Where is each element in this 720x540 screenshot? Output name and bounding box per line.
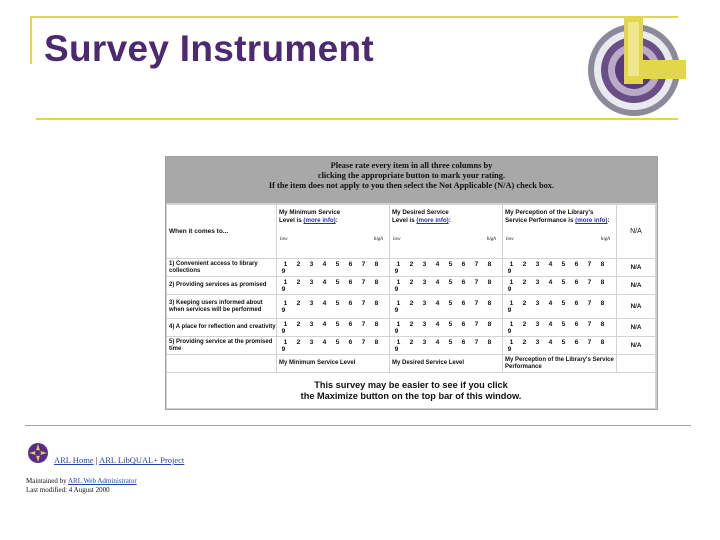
rating-option[interactable]: 6 — [574, 299, 579, 307]
slide-title: Survey Instrument — [44, 28, 374, 69]
rating-option[interactable]: 9 — [394, 285, 399, 293]
rating-option[interactable]: 4 — [548, 299, 553, 307]
link-separator: | — [95, 455, 98, 465]
rating-option[interactable]: 1 — [396, 260, 401, 268]
rating-option[interactable]: 5 — [561, 299, 566, 307]
rating-option[interactable]: 9 — [507, 306, 512, 314]
rating-option[interactable]: 3 — [535, 338, 540, 346]
rating-option[interactable]: 5 — [448, 338, 453, 346]
table-row — [167, 259, 655, 276]
instruction-line: Please rate every item in all three columns by — [330, 161, 493, 170]
rating-option[interactable]: 9 — [281, 306, 286, 314]
rating-option[interactable]: 6 — [348, 338, 353, 346]
more-info-link[interactable]: (more info) — [575, 217, 608, 224]
rating-option[interactable]: 1 — [396, 299, 401, 307]
rating-option[interactable]: 7 — [474, 260, 479, 268]
rating-option[interactable]: 6 — [574, 278, 579, 286]
rating-option[interactable]: 1 — [396, 278, 401, 286]
desired-column-header: My Desired Service Level is (more info): low high — [390, 205, 502, 258]
low-label: low — [280, 236, 288, 242]
rating-option[interactable]: 6 — [461, 278, 466, 286]
rating-option[interactable]: 2 — [522, 260, 527, 268]
rating-option[interactable]: 4 — [435, 338, 440, 346]
rating-option[interactable]: 5 — [335, 278, 340, 286]
na-column-header: N/A — [617, 205, 655, 258]
rating-option[interactable]: 7 — [474, 278, 479, 286]
rating-option[interactable]: 5 — [448, 299, 453, 307]
instruction-line: clicking the appropriate button to mark your rating. — [317, 171, 506, 180]
rating-option[interactable]: 9 — [394, 267, 399, 275]
na-option[interactable]: N/A — [617, 277, 655, 294]
rating-option[interactable]: 9 — [507, 327, 512, 335]
header-row — [167, 205, 655, 258]
survey-item-label: 3) Keeping users informed about when services will be performed — [167, 295, 276, 318]
last-modified: Last modified: 4 August 2000 — [26, 486, 110, 494]
rating-scale — [277, 259, 389, 276]
rating-option[interactable]: 2 — [296, 338, 301, 346]
rating-option[interactable]: 6 — [574, 260, 579, 268]
rating-option[interactable]: 7 — [361, 299, 366, 307]
rating-option[interactable]: 6 — [461, 320, 466, 328]
rating-option[interactable]: 8 — [487, 299, 492, 307]
rating-scale — [503, 259, 616, 276]
rating-option[interactable]: 4 — [322, 338, 327, 346]
rating-option[interactable]: 2 — [409, 260, 414, 268]
rating-option[interactable]: 1 — [509, 278, 514, 286]
table-row — [167, 337, 655, 354]
rating-option[interactable]: 4 — [548, 320, 553, 328]
rating-option[interactable]: 1 — [283, 260, 288, 268]
rating-option[interactable]: 8 — [374, 260, 379, 268]
na-option[interactable]: N/A — [617, 337, 655, 354]
frame-top-rule — [30, 16, 678, 18]
rating-option[interactable]: 1 — [509, 338, 514, 346]
rating-scale — [503, 277, 616, 294]
rating-option[interactable]: 4 — [435, 260, 440, 268]
rating-option[interactable]: 4 — [322, 260, 327, 268]
page-divider — [25, 425, 691, 426]
survey-screenshot — [165, 156, 658, 410]
rating-option[interactable]: 7 — [474, 299, 479, 307]
rating-option[interactable]: 8 — [374, 320, 379, 328]
rating-scale — [390, 319, 502, 336]
rating-option[interactable]: 1 — [396, 320, 401, 328]
rating-option[interactable]: 6 — [461, 299, 466, 307]
web-administrator-link[interactable]: ARL Web Administrator — [68, 477, 137, 485]
rating-table — [166, 204, 656, 409]
rating-option[interactable]: 9 — [394, 345, 399, 353]
footer-column-label: My Minimum Service Level — [277, 355, 389, 372]
rating-option[interactable]: 6 — [574, 338, 579, 346]
perception-column-header: My Perception of the Library's Service Performance is (more info): low high — [503, 205, 616, 258]
rating-option[interactable]: 5 — [335, 260, 340, 268]
header-line: Level is — [279, 217, 304, 224]
rating-option[interactable]: 5 — [561, 338, 566, 346]
rating-option[interactable]: 8 — [487, 260, 492, 268]
header-line: My Perception of the Library's — [505, 209, 594, 216]
rating-option[interactable]: 5 — [335, 338, 340, 346]
rating-option[interactable]: 9 — [507, 345, 512, 353]
arl-libqual-project-link[interactable]: ARL LibQUAL+ Project — [99, 455, 185, 465]
rating-option[interactable]: 1 — [509, 260, 514, 268]
rating-option[interactable]: 6 — [348, 299, 353, 307]
rating-option[interactable]: 9 — [394, 306, 399, 314]
minimum-column-header: My Minimum Service Level is (more info): low high — [277, 205, 389, 258]
rating-option[interactable]: 6 — [348, 278, 353, 286]
rating-option[interactable]: 3 — [309, 299, 314, 307]
rating-scale — [277, 295, 389, 318]
rating-scale — [390, 295, 502, 318]
rating-option[interactable]: 3 — [535, 278, 540, 286]
rating-option[interactable]: 8 — [374, 278, 379, 286]
rating-option[interactable]: 9 — [507, 285, 512, 293]
rating-option[interactable]: 4 — [435, 299, 440, 307]
header-line: Level is — [392, 217, 417, 224]
rating-option[interactable]: 2 — [522, 320, 527, 328]
rating-option[interactable]: 4 — [548, 338, 553, 346]
more-info-link[interactable]: (more info) — [416, 217, 449, 224]
footer-row — [167, 355, 655, 372]
rating-scale — [503, 337, 616, 354]
frame-title-rule — [36, 118, 678, 120]
survey-instructions — [166, 157, 657, 203]
rating-option[interactable]: 3 — [422, 338, 427, 346]
arl-logo-icon[interactable] — [27, 442, 49, 464]
rating-option[interactable]: 4 — [435, 278, 440, 286]
rating-option[interactable]: 1 — [509, 320, 514, 328]
rating-scale — [277, 277, 389, 294]
rating-option[interactable]: 6 — [461, 338, 466, 346]
item-column-header: When it comes to... — [167, 205, 276, 258]
rating-option[interactable]: 1 — [509, 299, 514, 307]
rating-option[interactable]: 9 — [281, 285, 286, 293]
rating-option[interactable]: 7 — [587, 299, 592, 307]
rating-option[interactable]: 7 — [361, 278, 366, 286]
rating-option[interactable]: 1 — [283, 299, 288, 307]
rating-option[interactable]: 2 — [409, 299, 414, 307]
rating-option[interactable]: 1 — [396, 338, 401, 346]
rating-option[interactable]: 3 — [535, 299, 540, 307]
rating-option[interactable]: 6 — [574, 320, 579, 328]
rating-option[interactable]: 7 — [361, 260, 366, 268]
rating-option[interactable]: 7 — [587, 320, 592, 328]
rating-scale — [277, 337, 389, 354]
rating-option[interactable]: 8 — [374, 299, 379, 307]
rating-option[interactable]: 1 — [283, 278, 288, 286]
rating-option[interactable]: 2 — [409, 320, 414, 328]
rating-option[interactable]: 9 — [281, 327, 286, 335]
rating-option[interactable]: 5 — [561, 260, 566, 268]
low-label: low — [393, 236, 401, 242]
arl-home-link[interactable]: ARL Home — [54, 455, 94, 465]
high-label: high — [373, 236, 383, 242]
rating-option[interactable]: 2 — [296, 320, 301, 328]
rating-option[interactable]: 4 — [322, 299, 327, 307]
rating-option[interactable]: 3 — [309, 338, 314, 346]
footer-column-label: My Perception of the Library's Service Performance — [503, 355, 616, 372]
header-line: My Desired Service — [392, 209, 449, 216]
rating-option[interactable]: 3 — [309, 320, 314, 328]
rating-option[interactable]: 9 — [394, 327, 399, 335]
survey-item-label: 2) Providing services as promised — [167, 277, 276, 294]
rating-option[interactable]: 3 — [535, 320, 540, 328]
rating-scale — [503, 295, 616, 318]
footer-links — [54, 455, 184, 465]
rating-option[interactable]: 7 — [587, 338, 592, 346]
rating-option[interactable]: 4 — [322, 278, 327, 286]
rating-option[interactable]: 3 — [309, 260, 314, 268]
rating-option[interactable]: 8 — [600, 299, 605, 307]
rating-option[interactable]: 1 — [283, 338, 288, 346]
rating-option[interactable]: 2 — [296, 299, 301, 307]
rating-option[interactable]: 4 — [548, 260, 553, 268]
rating-option[interactable]: 7 — [587, 260, 592, 268]
rating-option[interactable]: 2 — [522, 278, 527, 286]
rating-option[interactable]: 2 — [296, 260, 301, 268]
rating-option[interactable]: 5 — [448, 278, 453, 286]
rating-scale — [503, 319, 616, 336]
rating-option[interactable]: 9 — [281, 267, 286, 275]
rating-option[interactable]: 5 — [448, 260, 453, 268]
rating-option[interactable]: 6 — [348, 320, 353, 328]
rating-option[interactable]: 1 — [283, 320, 288, 328]
rating-option[interactable]: 4 — [322, 320, 327, 328]
rating-option[interactable]: 5 — [448, 320, 453, 328]
rating-option[interactable]: 3 — [422, 320, 427, 328]
rating-option[interactable]: 6 — [348, 260, 353, 268]
libqual-logo-icon — [584, 16, 686, 120]
survey-item-label: 4) A place for reflection and creativity — [167, 319, 276, 336]
frame-left-rule — [30, 16, 32, 64]
more-info-link[interactable]: (more info) — [303, 217, 336, 224]
rating-option[interactable]: 9 — [507, 267, 512, 275]
rating-option[interactable]: 4 — [435, 320, 440, 328]
rating-option[interactable]: 7 — [587, 278, 592, 286]
rating-scale — [390, 277, 502, 294]
maximize-note: This survey may be easier to see if you click the Maximize button on the top bar of this window. — [167, 373, 655, 408]
header-line: Service Performance is — [505, 217, 576, 224]
rating-option[interactable]: 3 — [309, 278, 314, 286]
instruction-line: If the item does not apply to you then select the Not Applicable (N/A) check box. — [268, 181, 555, 190]
rating-option[interactable]: 2 — [522, 299, 527, 307]
low-label: low — [506, 236, 514, 242]
rating-option[interactable]: 2 — [409, 338, 414, 346]
footer-column-label: My Desired Service Level — [390, 355, 502, 372]
note-row — [167, 373, 655, 408]
rating-option[interactable]: 8 — [600, 338, 605, 346]
rating-option[interactable]: 7 — [474, 338, 479, 346]
rating-option[interactable]: 5 — [335, 299, 340, 307]
rating-option[interactable]: 7 — [361, 320, 366, 328]
rating-option[interactable]: 5 — [561, 278, 566, 286]
rating-option[interactable]: 9 — [281, 345, 286, 353]
rating-option[interactable]: 5 — [335, 320, 340, 328]
rating-option[interactable]: 8 — [487, 320, 492, 328]
na-option[interactable]: N/A — [617, 259, 655, 276]
na-option[interactable]: N/A — [617, 319, 655, 336]
table-row — [167, 319, 655, 336]
rating-scale — [390, 337, 502, 354]
rating-option[interactable]: 2 — [409, 278, 414, 286]
rating-option[interactable]: 3 — [535, 260, 540, 268]
rating-option[interactable]: 8 — [600, 278, 605, 286]
table-row — [167, 277, 655, 294]
survey-item-label: 5) Providing service at the promised time — [167, 337, 276, 354]
rating-option[interactable]: 5 — [561, 320, 566, 328]
high-label: high — [600, 236, 610, 242]
rating-option[interactable]: 3 — [422, 299, 427, 307]
rating-option[interactable]: 2 — [522, 338, 527, 346]
rating-option[interactable]: 8 — [487, 278, 492, 286]
maintenance-info: Maintained by ARL Web Administrator Last modified: 4 August 2000 — [26, 477, 137, 494]
high-label: high — [486, 236, 496, 242]
rating-option[interactable]: 8 — [487, 338, 492, 346]
rating-option[interactable]: 8 — [600, 320, 605, 328]
rating-option[interactable]: 8 — [374, 338, 379, 346]
na-option[interactable]: N/A — [617, 295, 655, 318]
rating-option[interactable]: 8 — [600, 260, 605, 268]
rating-scale — [277, 319, 389, 336]
rating-option[interactable]: 2 — [296, 278, 301, 286]
header-line: My Minimum Service — [279, 209, 341, 216]
survey-item-label: 1) Convenient access to library collections — [167, 259, 276, 276]
rating-option[interactable]: 4 — [548, 278, 553, 286]
rating-scale — [390, 259, 502, 276]
table-row — [167, 295, 655, 318]
rating-option[interactable]: 3 — [422, 278, 427, 286]
rating-option[interactable]: 7 — [361, 338, 366, 346]
rating-option[interactable]: 3 — [422, 260, 427, 268]
rating-option[interactable]: 7 — [474, 320, 479, 328]
rating-option[interactable]: 6 — [461, 260, 466, 268]
